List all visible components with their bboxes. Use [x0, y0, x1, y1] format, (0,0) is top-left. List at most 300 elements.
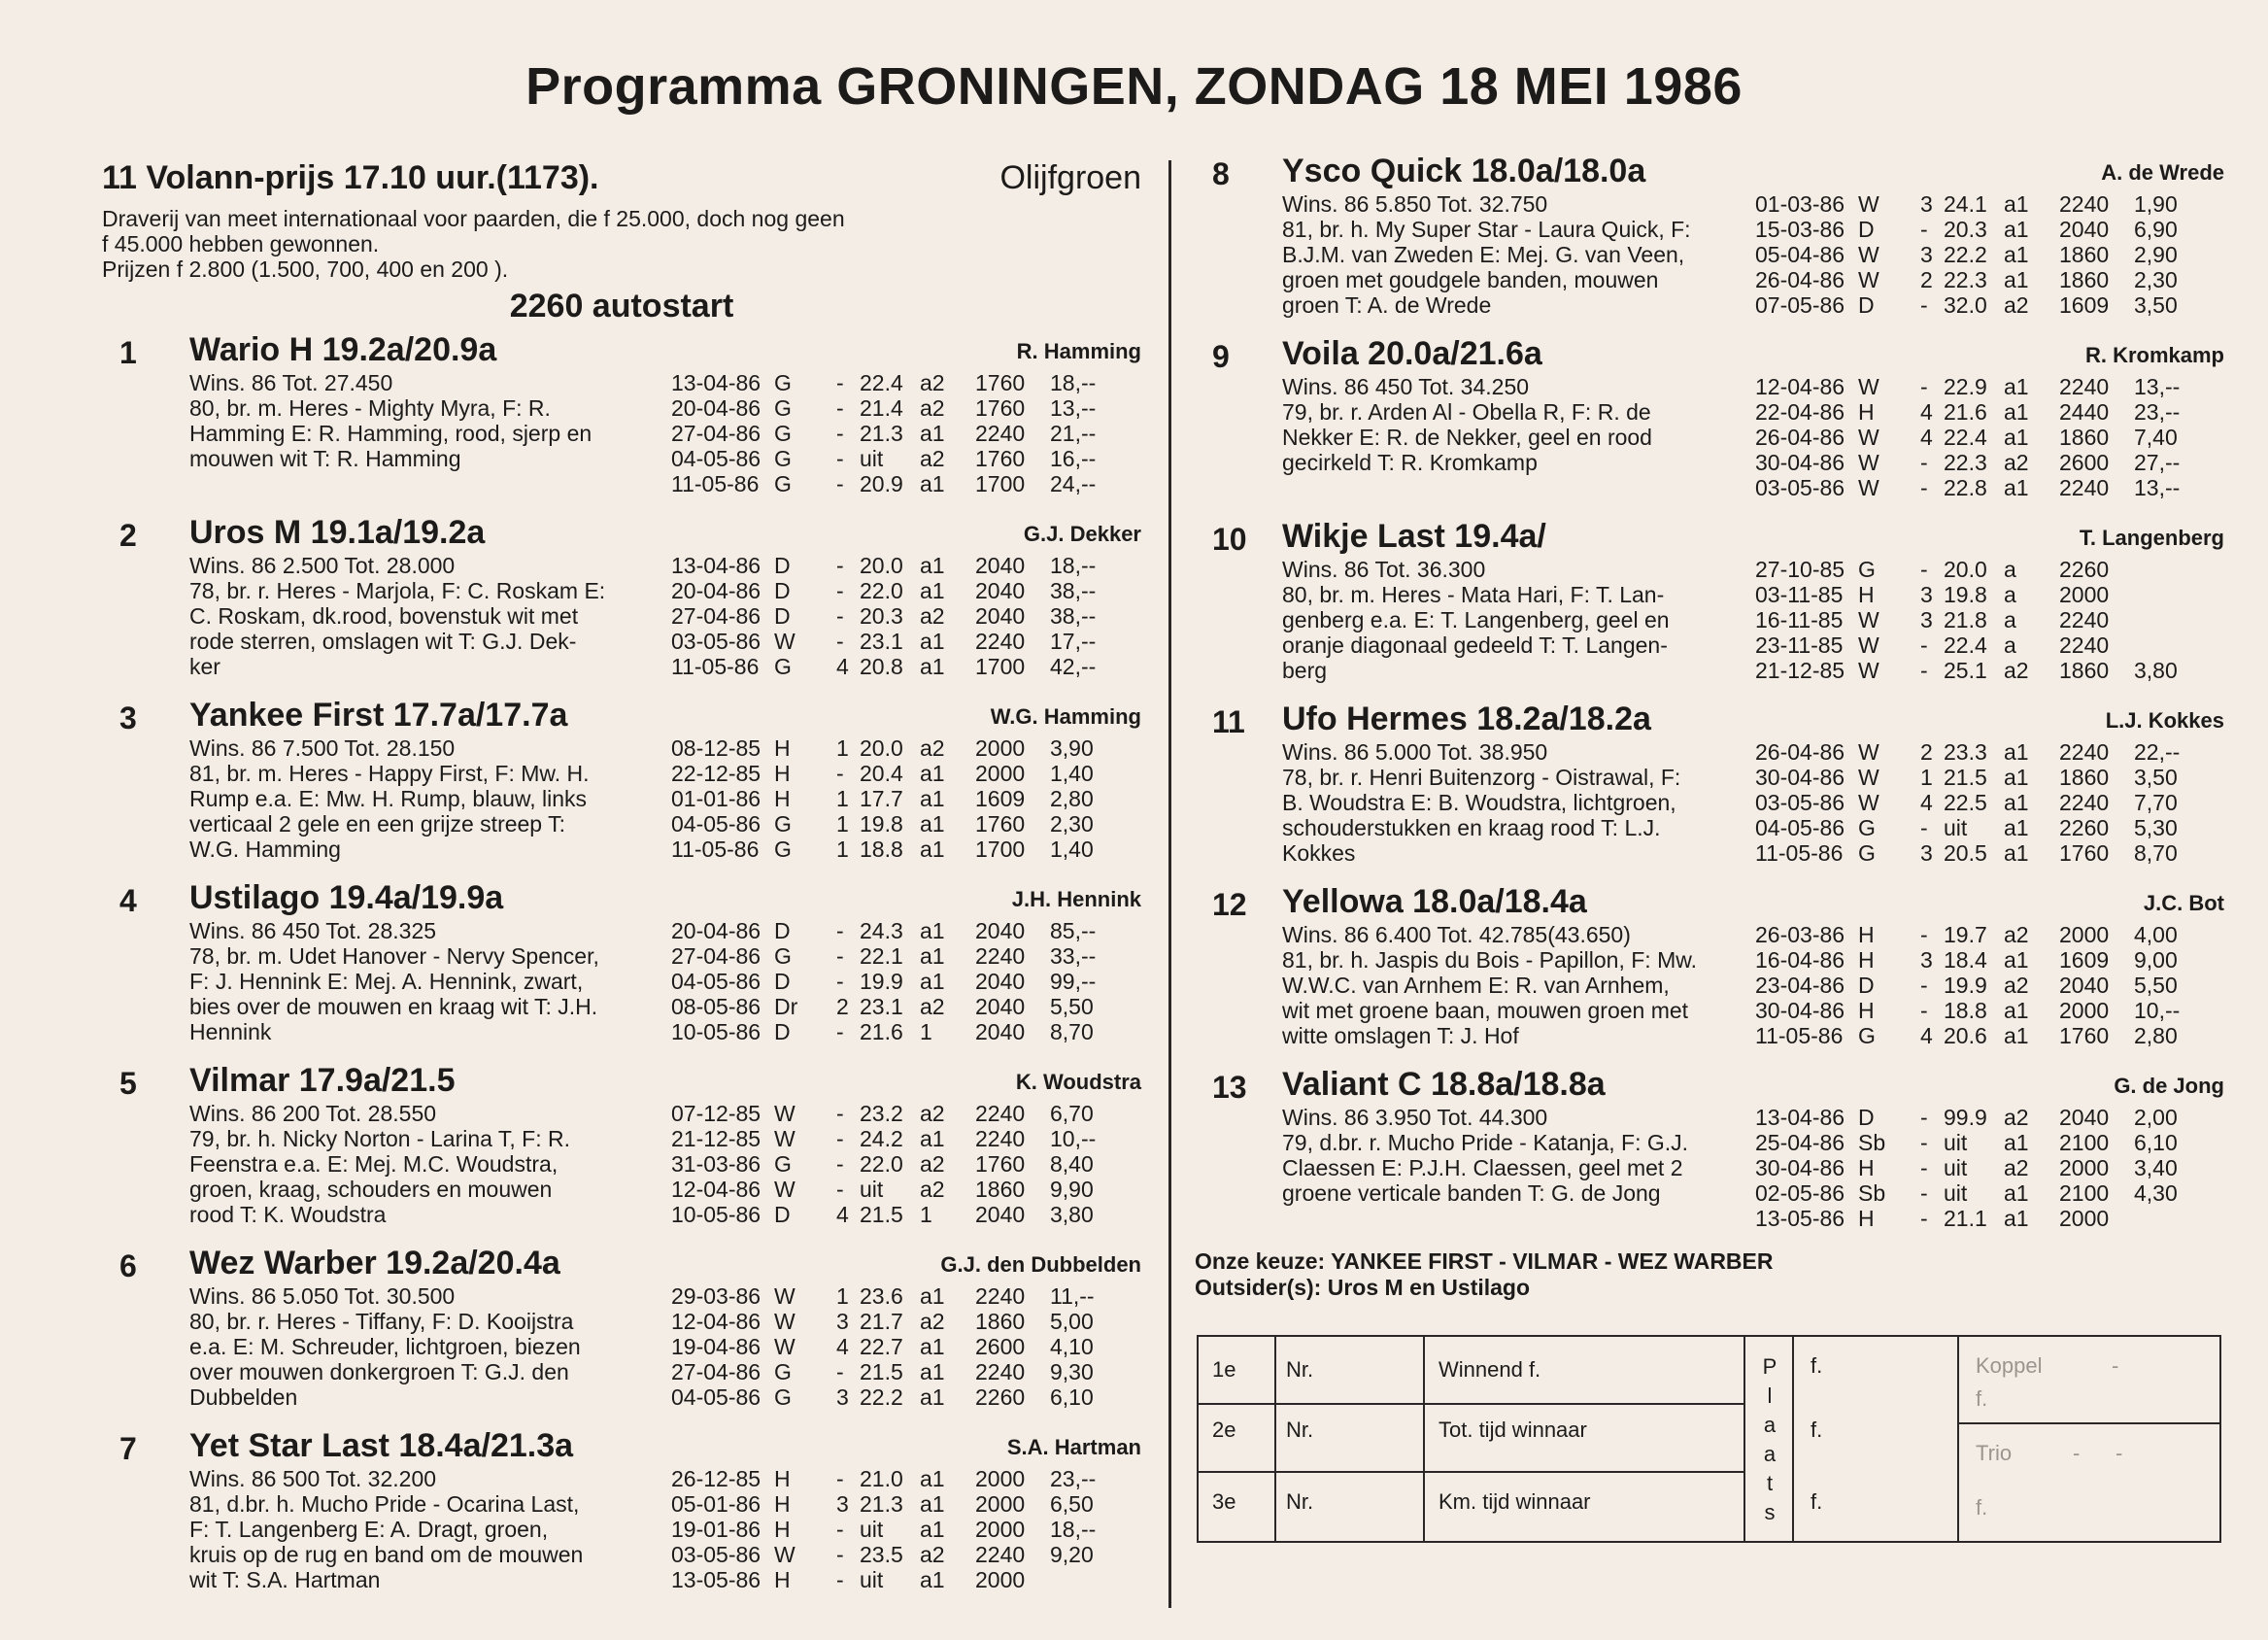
- start-row: [1755, 242, 2231, 267]
- start-row: [671, 1019, 1147, 1044]
- start-dist: 2000: [975, 1567, 1026, 1592]
- start-time: 21.5: [1944, 765, 1987, 790]
- start-st: a2: [2004, 1155, 2029, 1180]
- horse-driver: W.G. Hamming: [990, 704, 1141, 729]
- start-odds: 3,50: [2134, 292, 2178, 318]
- horse-desc-line: 79, br. h. Nicky Norton - Larina T, F: R.: [189, 1126, 570, 1151]
- start-odds: 85,--: [1050, 918, 1097, 943]
- start-dist: 2260: [2059, 815, 2110, 840]
- start-time: 22.3: [1944, 267, 1987, 292]
- horse-starts: [671, 1283, 1147, 1410]
- start-dist: 2100: [2059, 1180, 2110, 1206]
- start-odds: 27,--: [2134, 450, 2181, 475]
- start-date: 05-04-86: [1755, 242, 1845, 267]
- start-st: a2: [920, 1542, 945, 1567]
- horse-desc-line: 80, br. m. Heres - Mata Hari, F: T. Lan-: [1282, 582, 1665, 607]
- horse-number: 12: [1212, 887, 1247, 922]
- start-date: 03-05-86: [1755, 790, 1845, 815]
- start-time: 18.8: [860, 837, 903, 862]
- horse-desc-line: B. Woudstra E: B. Woudstra, lichtgroen,: [1282, 790, 1676, 815]
- horse-driver: G.J. den Dubbelden: [940, 1252, 1141, 1277]
- start-st: a2: [920, 735, 945, 761]
- start-pl: -: [836, 578, 844, 603]
- horse-entry: [1195, 516, 2224, 699]
- start-row: [671, 1101, 1147, 1126]
- start-row: [671, 395, 1147, 421]
- start-odds: 7,40: [2134, 425, 2178, 450]
- plaats-f-2: f.: [1811, 1418, 1823, 1442]
- horse-starts: [1755, 557, 2231, 683]
- start-pl: 3: [1920, 947, 1933, 973]
- start-pl: -: [1920, 1105, 1928, 1130]
- start-row: [1755, 582, 2231, 607]
- horse-desc-line: Wins. 86 450 Tot. 34.250: [1282, 374, 1530, 399]
- start-time: 22.8: [1944, 475, 1987, 500]
- start-dist: 2100: [2059, 1130, 2110, 1155]
- horse-driver: G. de Jong: [2114, 1074, 2224, 1098]
- start-st: a2: [2004, 292, 2029, 318]
- start-row: [1755, 1130, 2231, 1155]
- start-st: a: [2004, 557, 2016, 582]
- start-dist: 2000: [2059, 1155, 2110, 1180]
- horse-desc-line: Wins. 86 5.000 Tot. 38.950: [1282, 739, 1548, 765]
- start-odds: 3,50: [2134, 765, 2178, 790]
- start-date: 12-04-86: [671, 1177, 762, 1202]
- start-odds: 3,40: [2134, 1155, 2178, 1180]
- start-track: W: [1858, 374, 1879, 399]
- start-date: 01-01-86: [671, 786, 762, 811]
- horse-number: 6: [119, 1248, 137, 1283]
- start-time: 25.1: [1944, 658, 1987, 683]
- start-time: 22.3: [1944, 450, 1987, 475]
- start-time: 22.9: [1944, 374, 1987, 399]
- start-st: a1: [920, 471, 945, 496]
- start-odds: 7,70: [2134, 790, 2178, 815]
- start-time: 22.0: [860, 578, 903, 603]
- race-title: 11 Volann-prijs 17.10 uur.(1173).: [102, 159, 599, 196]
- start-st: a1: [920, 1334, 945, 1359]
- start-row: [671, 1384, 1147, 1410]
- start-time: 21.1: [1944, 1206, 1987, 1231]
- start-st: a2: [920, 1151, 945, 1177]
- start-track: W: [774, 1334, 795, 1359]
- start-pl: -: [836, 629, 844, 654]
- start-dist: 2600: [2059, 450, 2110, 475]
- horse-number: 10: [1212, 522, 1247, 557]
- start-date: 04-05-86: [1755, 815, 1845, 840]
- start-pl: 3: [1920, 242, 1933, 267]
- start-st: a1: [920, 578, 945, 603]
- start-st: a1: [2004, 765, 2029, 790]
- start-odds: 13,--: [1050, 395, 1097, 421]
- trio-f: f.: [1976, 1495, 1988, 1520]
- start-dist: 2240: [975, 1359, 1026, 1384]
- start-dist: 1760: [975, 446, 1026, 471]
- start-dist: 2000: [975, 761, 1026, 786]
- start-date: 04-05-86: [671, 1384, 762, 1410]
- start-pl: -: [1920, 632, 1928, 658]
- horse-desc-line: berg: [1282, 658, 1328, 683]
- start-odds: 24,--: [1050, 471, 1097, 496]
- start-row: [671, 629, 1147, 654]
- start-st: a1: [2004, 790, 2029, 815]
- start-time: 19.9: [860, 969, 903, 994]
- start-odds: 9,30: [1050, 1359, 1094, 1384]
- start-track: G: [1858, 815, 1876, 840]
- start-pl: -: [1920, 217, 1928, 242]
- horse-name: Ysco Quick 18.0a/18.0a: [1282, 153, 1646, 189]
- start-dist: 1860: [2059, 658, 2110, 683]
- start-time: 22.4: [1944, 425, 1987, 450]
- start-st: a1: [2004, 267, 2029, 292]
- horse-number: 8: [1212, 156, 1230, 191]
- start-date: 11-05-86: [671, 837, 760, 862]
- horse-starts: [1755, 922, 2231, 1048]
- horse-starts: [1755, 191, 2231, 318]
- start-date: 27-10-85: [1755, 557, 1845, 582]
- start-dist: 2240: [2059, 790, 2110, 815]
- start-pl: 4: [836, 1202, 849, 1227]
- start-dist: 2000: [975, 1517, 1026, 1542]
- start-date: 07-12-85: [671, 1101, 762, 1126]
- horse-desc-line: Hennink: [189, 1019, 272, 1044]
- form-line: [1957, 1422, 2219, 1424]
- start-odds: 9,00: [2134, 947, 2178, 973]
- horse-desc-line: Dubbelden: [189, 1384, 298, 1410]
- start-time: 20.4: [860, 761, 903, 786]
- nr-3: Nr.: [1286, 1489, 1314, 1514]
- start-pl: -: [836, 1359, 844, 1384]
- start-row: [1755, 425, 2231, 450]
- start-time: 23.1: [860, 629, 903, 654]
- plaats-letter: P: [1762, 1354, 1777, 1379]
- start-time: 20.0: [860, 553, 903, 578]
- start-dist: 2000: [2059, 1206, 2110, 1231]
- start-st: a2: [920, 1101, 945, 1126]
- start-track: H: [774, 1567, 791, 1592]
- start-odds: 23,--: [2134, 399, 2181, 425]
- start-track: D: [774, 918, 791, 943]
- start-odds: 6,70: [1050, 1101, 1094, 1126]
- start-st: a1: [920, 1384, 945, 1410]
- start-row: [1755, 217, 2231, 242]
- page-title: Programma GRONINGEN, ZONDAG 18 MEI 1986: [525, 57, 1743, 116]
- horse-desc-line: F: T. Langenberg E: A. Dragt, groen,: [189, 1517, 549, 1542]
- start-dist: 1760: [975, 811, 1026, 837]
- start-track: W: [1858, 475, 1879, 500]
- start-st: a1: [920, 1359, 945, 1384]
- start-time: 22.2: [1944, 242, 1987, 267]
- horse-driver: J.C. Bot: [2143, 891, 2224, 915]
- start-time: 20.3: [1944, 217, 1987, 242]
- start-track: H: [1858, 1155, 1875, 1180]
- start-time: 21.6: [860, 1019, 903, 1044]
- start-track: H: [774, 786, 791, 811]
- horse-desc-line: Wins. 86 Tot. 27.450: [189, 370, 393, 395]
- start-time: 21.5: [860, 1359, 903, 1384]
- start-st: a1: [920, 918, 945, 943]
- start-dist: 2040: [2059, 217, 2110, 242]
- start-date: 27-04-86: [671, 603, 762, 629]
- start-time: 23.6: [860, 1283, 903, 1309]
- start-track: H: [774, 1491, 791, 1517]
- start-st: a1: [920, 761, 945, 786]
- horse-name: Wario H 19.2a/20.9a: [189, 331, 497, 368]
- start-date: 27-04-86: [671, 943, 762, 969]
- start-pl: 4: [1920, 425, 1933, 450]
- start-pl: -: [836, 1177, 844, 1202]
- start-time: 23.1: [860, 994, 903, 1019]
- start-date: 04-05-86: [671, 811, 762, 837]
- start-odds: 18,--: [1050, 553, 1097, 578]
- horse-desc-line: groen, kraag, schouders en mouwen: [189, 1177, 553, 1202]
- start-track: H: [1858, 399, 1875, 425]
- start-dist: 1609: [2059, 947, 2110, 973]
- horse-desc-line: 78, br. r. Heres - Marjola, F: C. Roskam E:: [189, 578, 606, 603]
- start-st: a1: [920, 553, 945, 578]
- start-date: 11-05-86: [1755, 840, 1844, 866]
- plaats-letter: t: [1766, 1471, 1774, 1495]
- right-column: [1195, 151, 2224, 1247]
- start-dist: 2260: [975, 1384, 1026, 1410]
- start-date: 08-12-85: [671, 735, 762, 761]
- start-dist: 1700: [975, 837, 1026, 862]
- start-pl: -: [836, 370, 844, 395]
- start-pl: -: [836, 969, 844, 994]
- horse-desc-line: e.a. E: M. Schreuder, lichtgroen, biezen: [189, 1334, 581, 1359]
- start-st: a1: [920, 1491, 945, 1517]
- horse-number: 11: [1212, 704, 1245, 739]
- start-date: 30-04-86: [1755, 450, 1845, 475]
- start-track: W: [774, 1126, 795, 1151]
- start-row: [1755, 450, 2231, 475]
- horse-entry: [1195, 333, 2224, 516]
- horse-desc-line: W.W.C. van Arnhem E: R. van Arnhem,: [1282, 973, 1670, 998]
- start-track: W: [1858, 658, 1879, 683]
- start-pl: -: [1920, 815, 1928, 840]
- tot-tijd-label: Tot. tijd winnaar: [1439, 1418, 1587, 1442]
- start-dist: 2040: [2059, 973, 2110, 998]
- start-date: 08-05-86: [671, 994, 762, 1019]
- start-track: W: [1858, 191, 1879, 217]
- start-dist: 2040: [975, 1202, 1026, 1227]
- start-row: [1755, 191, 2231, 217]
- start-st: a2: [2004, 922, 2029, 947]
- horse-number: 5: [119, 1066, 137, 1101]
- start-dist: 2240: [2059, 607, 2110, 632]
- start-time: uit: [1944, 1180, 1968, 1206]
- start-date: 23-11-85: [1755, 632, 1844, 658]
- start-date: 29-03-86: [671, 1283, 762, 1309]
- start-row: [1755, 973, 2231, 998]
- horse-desc-line: F: J. Hennink E: Mej. A. Hennink, zwart,: [189, 969, 584, 994]
- start-track: W: [774, 1309, 795, 1334]
- horse-number: 3: [119, 700, 137, 735]
- start-row: [671, 1126, 1147, 1151]
- start-time: 18.4: [1944, 947, 1987, 973]
- start-dist: 2240: [975, 1283, 1026, 1309]
- start-pl: 4: [836, 654, 849, 679]
- start-track: W: [774, 1542, 795, 1567]
- start-odds: 33,--: [1050, 943, 1097, 969]
- start-odds: 38,--: [1050, 603, 1097, 629]
- start-date: 16-04-86: [1755, 947, 1845, 973]
- start-pl: -: [1920, 658, 1928, 683]
- start-track: W: [1858, 425, 1879, 450]
- start-date: 11-05-86: [1755, 1023, 1844, 1048]
- plaats-f-1: f.: [1811, 1353, 1823, 1378]
- start-dist: 2040: [975, 918, 1026, 943]
- form-line: [1423, 1337, 1425, 1541]
- start-odds: 18,--: [1050, 1517, 1097, 1542]
- start-date: 13-05-86: [671, 1567, 762, 1592]
- horse-driver: T. Langenberg: [2079, 526, 2224, 550]
- start-pl: 3: [1920, 582, 1933, 607]
- start-dist: 2040: [975, 603, 1026, 629]
- start-row: [1755, 1180, 2231, 1206]
- start-dist: 2040: [975, 994, 1026, 1019]
- start-date: 12-04-86: [671, 1309, 762, 1334]
- start-pl: -: [836, 1542, 844, 1567]
- start-pl: 3: [836, 1384, 849, 1410]
- start-row: [671, 370, 1147, 395]
- horse-desc-line: 79, d.br. r. Mucho Pride - Katanja, F: G.J.: [1282, 1130, 1689, 1155]
- start-st: a2: [920, 1177, 945, 1202]
- start-date: 04-05-86: [671, 446, 762, 471]
- start-row: [1755, 1155, 2231, 1180]
- start-dist: 1860: [2059, 425, 2110, 450]
- horse-starts: [671, 735, 1147, 862]
- start-row: [1755, 1206, 2231, 1231]
- start-row: [1755, 947, 2231, 973]
- horse-desc-line: Wins. 86 5.050 Tot. 30.500: [189, 1283, 456, 1309]
- start-date: 26-12-85: [671, 1466, 762, 1491]
- start-odds: 5,50: [2134, 973, 2178, 998]
- start-odds: 1,40: [1050, 837, 1094, 862]
- place-1: 1e: [1212, 1357, 1236, 1382]
- start-track: G: [774, 837, 792, 862]
- start-row: [671, 1334, 1147, 1359]
- horse-name: Yet Star Last 18.4a/21.3a: [189, 1427, 574, 1464]
- form-line: [1957, 1337, 1959, 1541]
- start-row: [671, 1283, 1147, 1309]
- horse-name: Valiant C 18.8a/18.8a: [1282, 1066, 1606, 1103]
- start-st: a1: [2004, 947, 2029, 973]
- horse-desc-line: Nekker E: R. de Nekker, geel en rood: [1282, 425, 1652, 450]
- start-pl: -: [1920, 973, 1928, 998]
- start-time: 19.9: [1944, 973, 1987, 998]
- start-dist: 1860: [975, 1177, 1026, 1202]
- start-dist: 2240: [975, 1101, 1026, 1126]
- choice-line: Onze keuze: YANKEE FIRST - VILMAR - WEZ WARBER: [1195, 1248, 1774, 1274]
- start-date: 27-04-86: [671, 1359, 762, 1384]
- start-odds: 5,00: [1050, 1309, 1094, 1334]
- start-track: D: [774, 603, 791, 629]
- horse-desc-line: Feenstra e.a. E: Mej. M.C. Woudstra,: [189, 1151, 559, 1177]
- race-distance: 2260 autostart: [509, 288, 734, 325]
- start-time: 24.3: [860, 918, 903, 943]
- start-row: [671, 1202, 1147, 1227]
- nr-2: Nr.: [1286, 1418, 1314, 1442]
- start-pl: -: [1920, 450, 1928, 475]
- start-odds: 23,--: [1050, 1466, 1097, 1491]
- start-odds: 16,--: [1050, 446, 1097, 471]
- start-row: [1755, 922, 2231, 947]
- start-pl: -: [836, 395, 844, 421]
- start-st: a1: [2004, 840, 2029, 866]
- start-pl: -: [1920, 922, 1928, 947]
- horse-desc-line: 78, br. m. Udet Hanover - Nervy Spencer,: [189, 943, 599, 969]
- form-line: [1274, 1337, 1276, 1541]
- start-date: 13-05-86: [1755, 1206, 1845, 1231]
- start-row: [671, 471, 1147, 496]
- horse-desc-line: groene verticale banden T: G. de Jong: [1282, 1180, 1661, 1206]
- start-st: a1: [920, 421, 945, 446]
- start-track: G: [774, 471, 792, 496]
- start-track: G: [774, 654, 792, 679]
- start-track: G: [774, 1384, 792, 1410]
- start-dist: 2000: [975, 1491, 1026, 1517]
- place-2: 2e: [1212, 1418, 1236, 1442]
- horse-desc-line: groen T: A. de Wrede: [1282, 292, 1492, 318]
- start-dist: 2240: [2059, 191, 2110, 217]
- horse-driver: R. Kromkamp: [2084, 343, 2224, 367]
- start-time: 20.6: [1944, 1023, 1987, 1048]
- horse-desc-line: Hamming E: R. Hamming, rood, sjerp en: [189, 421, 592, 446]
- start-time: 23.2: [860, 1101, 903, 1126]
- start-row: [1755, 840, 2231, 866]
- plaats-vertical: [1760, 1352, 1779, 1527]
- start-track: G: [774, 446, 792, 471]
- start-dist: 1760: [2059, 840, 2110, 866]
- start-track: D: [1858, 973, 1875, 998]
- horse-desc-line: Wins. 86 7.500 Tot. 28.150: [189, 735, 456, 761]
- start-time: 22.7: [860, 1334, 903, 1359]
- start-pl: 3: [836, 1491, 849, 1517]
- start-time: uit: [1944, 1155, 1968, 1180]
- start-st: a1: [2004, 739, 2029, 765]
- start-st: a1: [2004, 475, 2029, 500]
- horse-desc-line: genberg e.a. E: T. Langenberg, geel en: [1282, 607, 1670, 632]
- start-track: G: [774, 811, 792, 837]
- start-time: uit: [1944, 815, 1968, 840]
- start-pl: -: [1920, 1130, 1928, 1155]
- horse-desc-line: oranje diagonaal gedeeld T: T. Langen-: [1282, 632, 1668, 658]
- start-date: 10-05-86: [671, 1202, 762, 1227]
- start-dist: 2040: [975, 1019, 1026, 1044]
- start-st: a: [2004, 607, 2016, 632]
- start-time: 22.4: [860, 370, 903, 395]
- start-row: [1755, 607, 2231, 632]
- start-st: a1: [920, 1567, 945, 1592]
- start-track: Sb: [1858, 1180, 1886, 1206]
- start-date: 30-04-86: [1755, 1155, 1845, 1180]
- start-pl: 2: [836, 994, 849, 1019]
- horse-desc-line: 79, br. r. Arden Al - Obella R, F: R. de: [1282, 399, 1651, 425]
- start-row: [671, 1359, 1147, 1384]
- start-time: 24.2: [860, 1126, 903, 1151]
- start-pl: 3: [836, 1309, 849, 1334]
- horse-desc-line: Claessen E: P.J.H. Claessen, geel met 2: [1282, 1155, 1683, 1180]
- start-time: 21.5: [860, 1202, 903, 1227]
- start-dist: 1860: [975, 1309, 1026, 1334]
- horse-desc-line: ker: [189, 654, 220, 679]
- start-track: W: [1858, 450, 1879, 475]
- start-time: 23.3: [1944, 739, 1987, 765]
- start-row: [1755, 292, 2231, 318]
- horse-name: Ufo Hermes 18.2a/18.2a: [1282, 700, 1651, 737]
- start-dist: 2240: [2059, 475, 2110, 500]
